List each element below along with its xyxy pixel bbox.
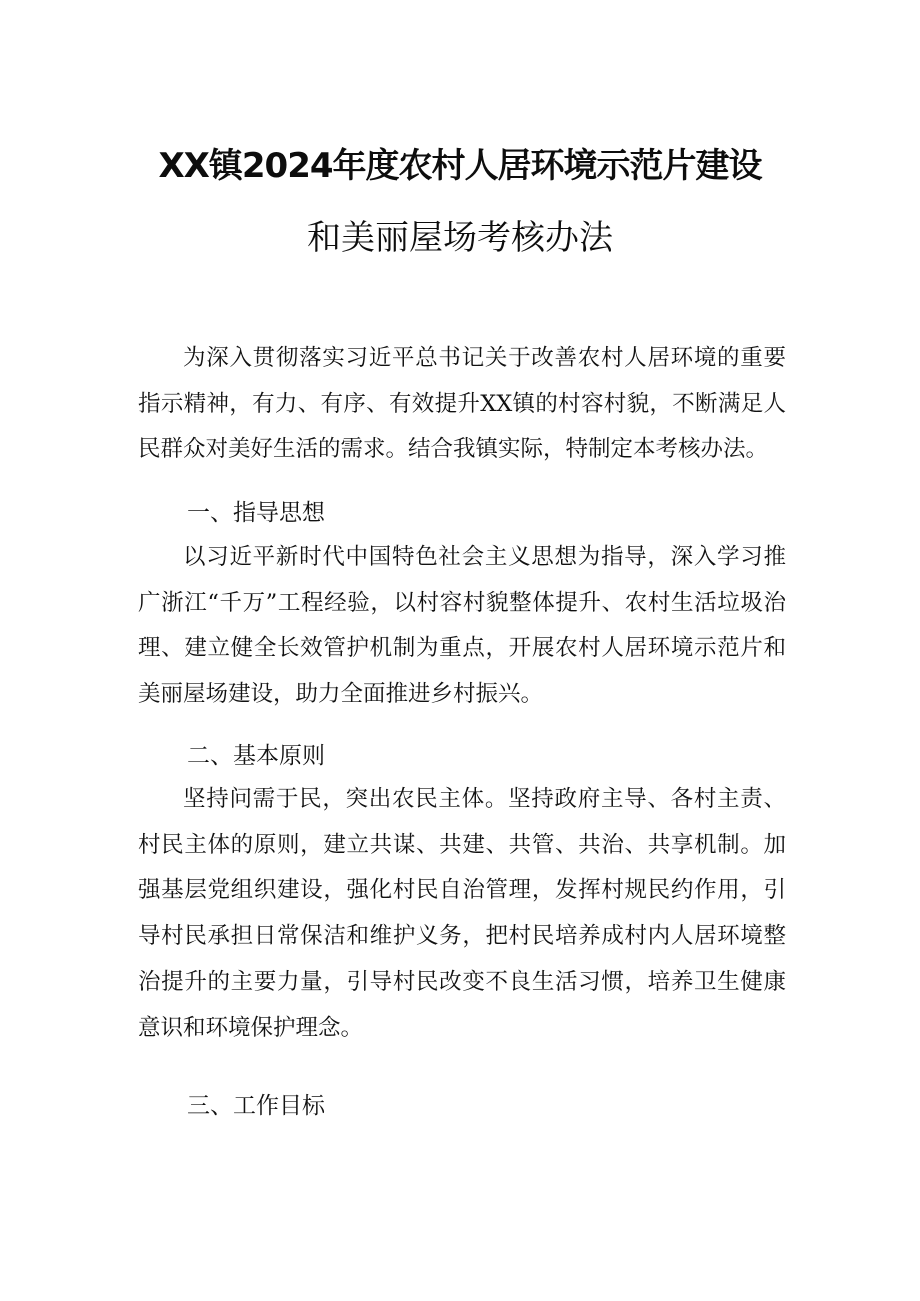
document-title-line-1: XX镇2024年度农村人居环境示范片建设: [158, 146, 762, 186]
document-title-line-2: 和美丽屋场考核办法: [307, 218, 613, 258]
intro-paragraph: 为深入贯彻落实习近平总书记关于改善农村人居环境的重要指示精神，有力、有序、有效提升XX镇的村容村貌，不断满足人民群众对美好生活的需求。结合我镇实际，特制定本考核办法。: [138, 345, 786, 463]
section-heading-work-goals: 三、工作目标: [187, 1093, 325, 1119]
section-heading-basic-principles: 二、基本原则: [187, 743, 325, 769]
section-heading-guiding-ideology: 一、指导思想: [187, 500, 325, 526]
section-body-guiding-ideology: 以习近平新时代中国特色社会主义思想为指导，深入学习推广浙江“千万”工程经验，以村容村貌整体提升、农村生活垃圾治理、建立健全长效管护机制为重点，开展农村人居环境示范片和美丽屋场建设，助力全面推进乡村振兴。: [138, 544, 786, 708]
section-body-basic-principles: 坚持问需于民，突出农民主体。坚持政府主导、各村主责、村民主体的原则，建立共谋、共建、共管、共治、共享机制。加强基层党组织建设，强化村民自治管理，发挥村规民约作用，引导村民承担日常保洁和维护义务，把村民培养成村内人居环境整治提升的主要力量，引导村民改变不良生活习惯，培养卫生健康意识和环境保护理念。: [138, 786, 786, 1041]
